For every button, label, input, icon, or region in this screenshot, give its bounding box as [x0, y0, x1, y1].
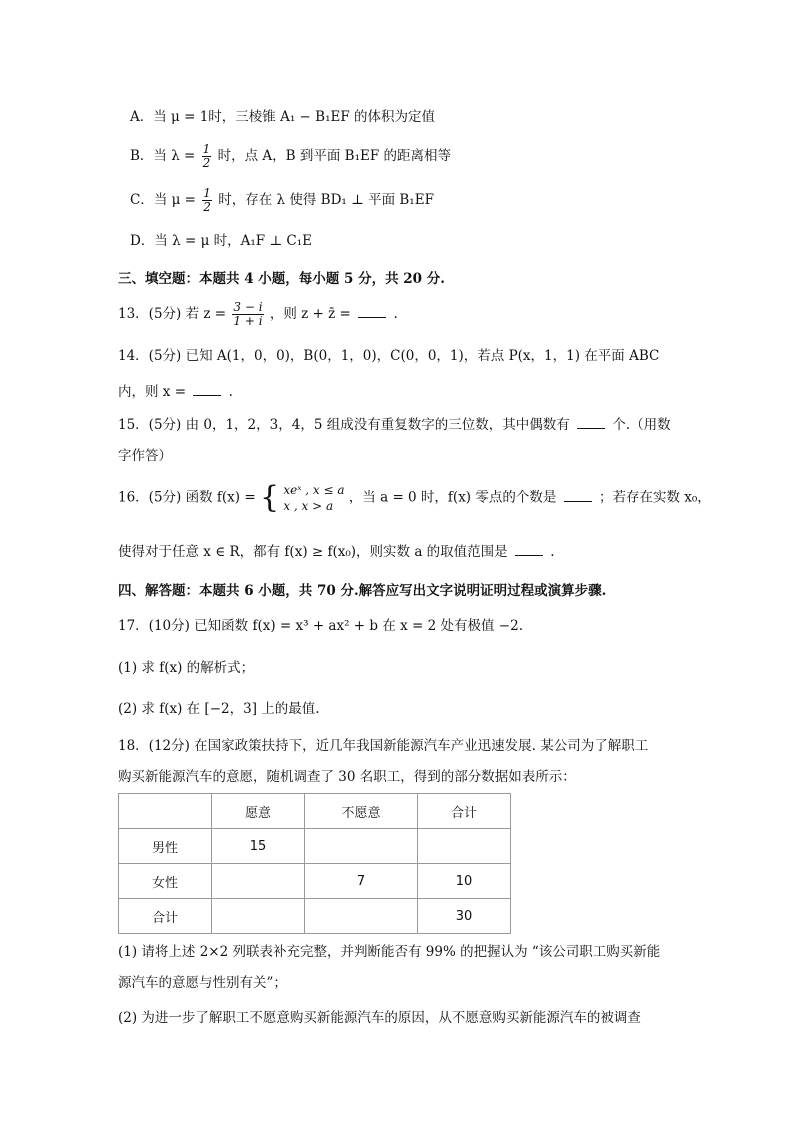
question-18-part1-line1: (1) 请将上述 2×2 列联表补充完整，并判断能否有 99% 的把握认为 “该公司职工购买新能: [118, 944, 661, 960]
option-c-fraction: [202, 187, 212, 214]
q16-case1: xeˣ , x ≤ a: [283, 483, 345, 497]
section4-heading: 四、解答题：本题共 6 小题，共 70 分.解答应写出文字说明证明过程或演算步骤.: [118, 583, 607, 599]
table-cell: 30: [418, 899, 511, 934]
question-14-line2: [118, 382, 233, 402]
q16-line2-end: .: [550, 544, 555, 560]
question-17-part1: (1) 求 f(x) 的解析式；: [118, 660, 255, 676]
question-17-part2: (2) 求 f(x) 在 [−2，3] 上的最值.: [118, 701, 320, 717]
q16-case2: x , x > a: [283, 499, 334, 513]
contingency-table: [118, 793, 511, 934]
q13-suffix: ，则 z + z̄ =: [269, 306, 351, 322]
table-cell: 7: [305, 864, 418, 899]
option-a: A．当 μ = 1时，三棱锥 A₁ − B₁EF 的体积为定值: [130, 109, 435, 125]
q13-end: .: [393, 306, 398, 322]
question-16-line2: [118, 542, 555, 562]
q16-mid: ，当 a = 0 时，f(x) 零点的个数是: [348, 489, 557, 506]
table-cell: 男性: [119, 829, 212, 864]
table-cell: [212, 899, 305, 934]
fraction-denominator: 1 + i: [233, 314, 263, 328]
q15-line1-prefix: 15．(5分) 由 0，1，2，3，4，5 组成没有重复数字的三位数，其中偶数有: [118, 417, 570, 433]
q13-fraction: [232, 301, 263, 328]
fraction-numerator: 1: [203, 186, 211, 200]
q16-mid2: ；若存在实数 x₀，: [598, 489, 711, 506]
option-d: D．当 λ = μ 时，A₁F ⊥ C₁E: [130, 233, 313, 249]
answer-blank: [193, 383, 221, 396]
question-17-stem: 17．(10分) 已知函数 f(x) = x³ + ax² + b 在 x = 2 处有极值 −2.: [118, 618, 523, 634]
option-b-fraction: [202, 143, 212, 170]
answer-blank: [564, 489, 592, 502]
table-row: [119, 829, 511, 864]
question-15-line2: 字作答）: [118, 448, 172, 464]
fraction-denominator: 2: [203, 200, 211, 214]
answer-blank: [577, 416, 605, 429]
question-18-line1: 18．(12分) 在国家政策扶持下，近几年我国新能源汽车产业迅速发展. 某公司为了解职工: [118, 738, 649, 754]
table-cell: 15: [212, 829, 305, 864]
question-18-line2: 购买新能源汽车的意愿，随机调查了 30 名职工，得到的部分数据如表所示：: [118, 769, 576, 785]
question-14-line1: 14．(5分) 已知 A(1，0，0)，B(0，1，0)，C(0，0，1)，若点 P(x，1，1) 在平面 ABC: [118, 348, 660, 364]
question-18-part2-line1: (2) 为进一步了解职工不愿意购买新能源汽车的原因，从不愿意购买新能源汽车的被调查: [118, 1010, 641, 1026]
question-18-part1-line2: 源汽车的意愿与性别有关”；: [118, 975, 287, 991]
question-13: [118, 301, 398, 328]
table-header-cell: 愿意: [212, 794, 305, 829]
q16-prefix: 16．(5分) 函数 f(x) =: [118, 489, 256, 506]
fraction-numerator: 3 − i: [233, 300, 263, 314]
answer-blank: [515, 543, 543, 556]
option-b-suffix: 时，点 A，B 到平面 B₁EF 的距离相等: [217, 148, 451, 164]
fraction-numerator: 1: [202, 142, 211, 156]
table-header-row: [119, 794, 511, 829]
table-cell: [418, 829, 511, 864]
table-header-cell: 不愿意: [305, 794, 418, 829]
fraction-denominator: 2: [202, 156, 211, 170]
q16-cases: [283, 482, 344, 514]
q15-line1-end: 个.（用数: [612, 417, 671, 433]
table-cell: [212, 864, 305, 899]
table-header-cell: [119, 794, 212, 829]
table-cell: [305, 829, 418, 864]
option-b: [130, 143, 451, 170]
question-16-line1: [118, 482, 711, 514]
case-brace: {: [259, 480, 280, 515]
q14-line2-prefix: 内，则 x =: [118, 384, 187, 400]
table-cell: 合计: [119, 899, 212, 934]
table-cell: [305, 899, 418, 934]
table-header-cell: 合计: [418, 794, 511, 829]
table-row: [119, 899, 511, 934]
question-15-line1: [118, 415, 671, 435]
q16-line2-prefix: 使得对于任意 x ∈ R，都有 f(x) ≥ f(x₀)，则实数 a 的取值范围是: [118, 544, 508, 560]
option-c-suffix: 时，存在 λ 使得 BD₁ ⊥ 平面 B₁EF: [218, 192, 434, 208]
q14-line2-end: .: [228, 384, 233, 400]
section3-heading: 三、填空题：本题共 4 小题，每小题 5 分，共 20 分.: [118, 271, 445, 287]
q13-prefix: 13．(5分) 若 z =: [118, 306, 227, 322]
option-b-prefix: B．当 λ =: [130, 148, 196, 164]
answer-blank: [358, 305, 386, 318]
table-cell: 女性: [119, 864, 212, 899]
option-c: [130, 187, 434, 214]
table-row: [119, 864, 511, 899]
option-c-prefix: C．当 μ =: [130, 192, 196, 208]
table-cell: 10: [418, 864, 511, 899]
